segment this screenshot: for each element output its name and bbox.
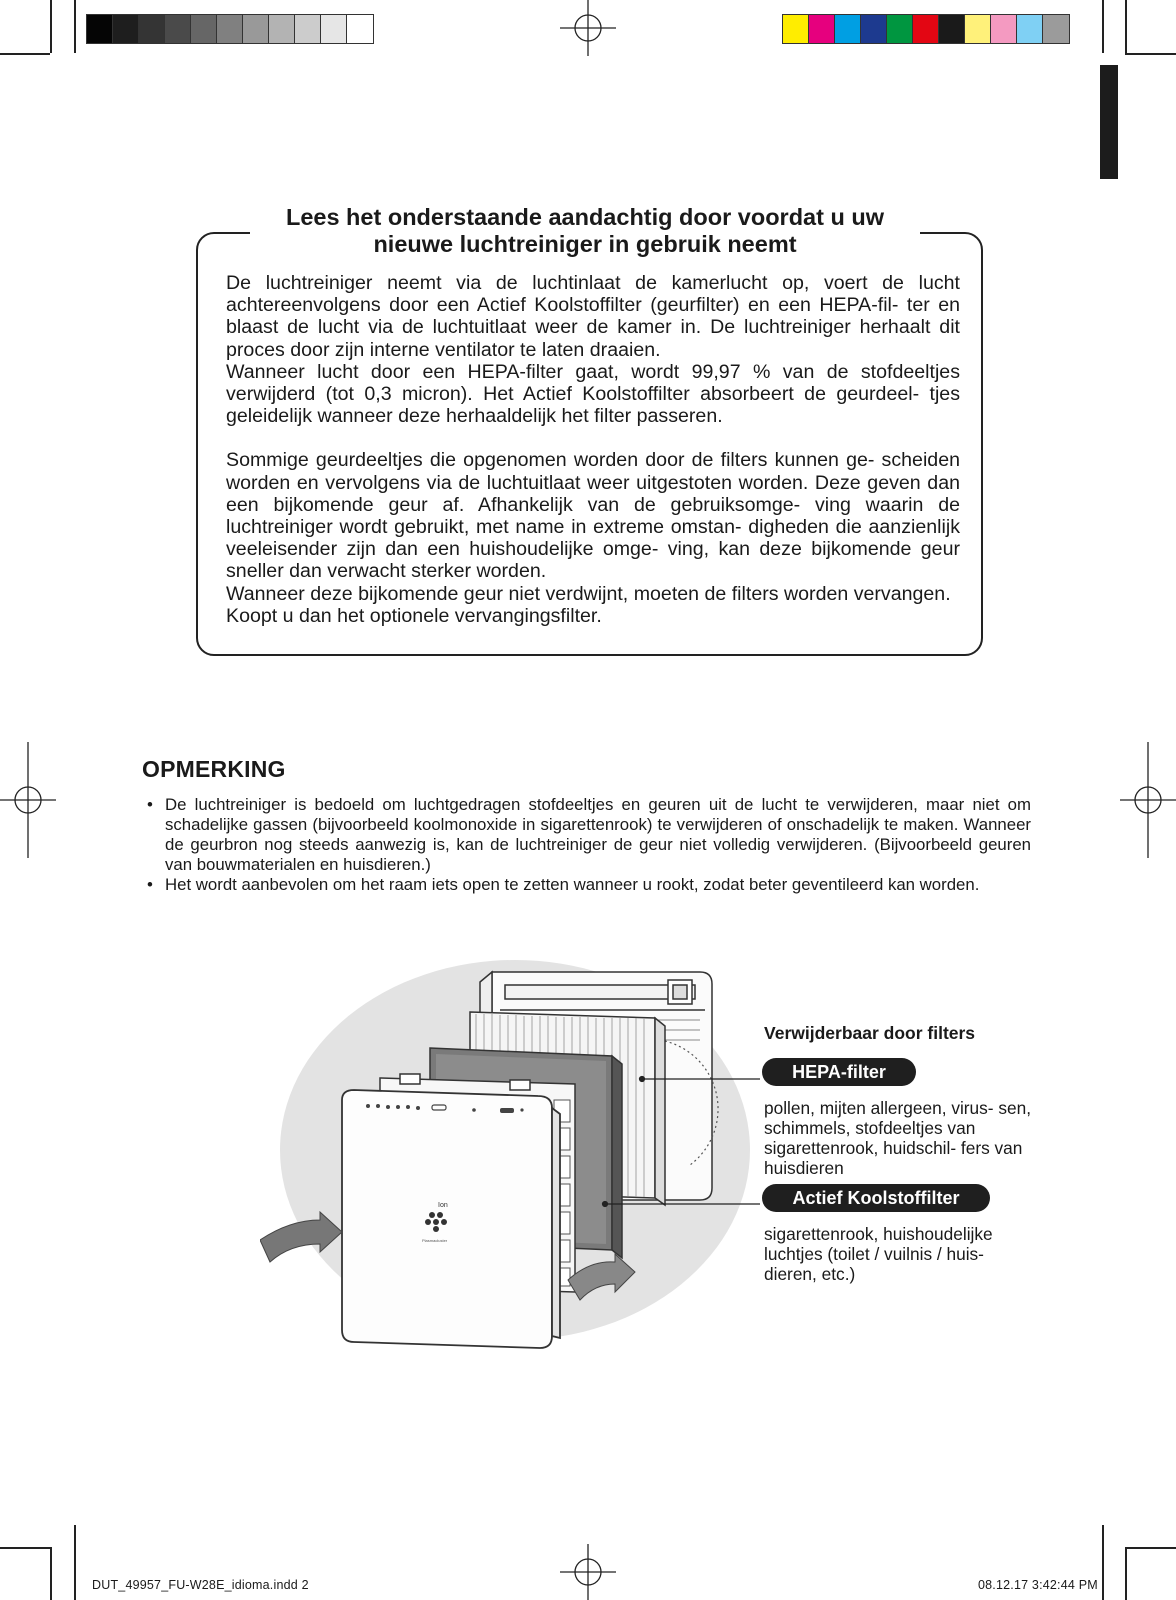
notice-paragraph: Koopt u dan het optionele vervangingsfilter. bbox=[226, 604, 602, 627]
color-swatch bbox=[1043, 15, 1069, 43]
carbon-filter-label: Actief Koolstoffilter bbox=[762, 1184, 990, 1212]
color-swatch bbox=[783, 15, 809, 43]
grayscale-swatch-bar bbox=[86, 14, 374, 44]
air-purifier-exploded-illustration bbox=[260, 950, 760, 1370]
color-swatch bbox=[217, 15, 243, 43]
color-swatch bbox=[269, 15, 295, 43]
color-swatch bbox=[887, 15, 913, 43]
color-swatch bbox=[139, 15, 165, 43]
remark-item-text: Het wordt aanbevolen om het raam iets open te zetten wanneer u rookt, zodat beter geventileerd kan worden. bbox=[165, 875, 980, 894]
notice-paragraph: De luchtreiniger neemt via de luchtinlaat de kamerlucht op, voert de lucht achtereenvolgens door een Actief Koolstoffilter (geurfilter) en een HEPA-fil- ter en blaast de lucht via de luchtuitlaat weer de kamer in. De luchtreiniger herhaalt dit proces door zijn interne ventilator te laten draaien. bbox=[226, 272, 960, 361]
notice-paragraph: Wanneer deze bijkomende geur niet verdwijnt, moeten de filters worden vervangen. bbox=[226, 582, 951, 605]
notice-title-line-2: nieuwe luchtreiniger in gebruik neemt bbox=[373, 231, 797, 257]
hepa-filter-description: pollen, mijten allergeen, virus- sen, schimmels, stofdeeltjes van sigarettenrook, huidschil- fers van huisdieren bbox=[764, 1098, 1032, 1178]
front-panel bbox=[342, 1090, 560, 1348]
notice-paragraph: Sommige geurdeeltjes die opgenomen worden door de filters kunnen ge- scheiden worden en vervolgens via de luchtuitlaat weer uitgestoten worden. Deze geven dan een bijkomende geur af. Afhankelijk van de gebruiksomge- ving waarin de luchtreiniger wordt gebruikt, met name in extreme omstan- digheden die aanzienlijk veeleisender zijn dan een huishoudelijke omge- ving, kan deze bijkomende geur sneller dan verwacht sterker worden. bbox=[226, 449, 960, 583]
color-swatch bbox=[165, 15, 191, 43]
color-swatch bbox=[809, 15, 835, 43]
color-swatch bbox=[913, 15, 939, 43]
color-swatch bbox=[939, 15, 965, 43]
remark-item bbox=[143, 795, 1031, 875]
remark-item bbox=[143, 875, 1031, 895]
notice-title-line-1: Lees het onderstaande aandachtig door voordat u uw bbox=[285, 204, 885, 230]
color-swatch-bar bbox=[782, 14, 1070, 44]
color-swatch bbox=[243, 15, 269, 43]
color-swatch bbox=[861, 15, 887, 43]
color-swatch bbox=[347, 15, 373, 43]
color-swatch bbox=[321, 15, 347, 43]
bullet-icon: • bbox=[147, 795, 153, 814]
notice-body bbox=[226, 272, 960, 627]
color-swatch bbox=[991, 15, 1017, 43]
color-swatch bbox=[835, 15, 861, 43]
color-swatch bbox=[965, 15, 991, 43]
bullet-icon: • bbox=[147, 875, 153, 894]
hepa-filter-label: HEPA-filter bbox=[762, 1058, 916, 1086]
color-swatch bbox=[191, 15, 217, 43]
color-swatch bbox=[1017, 15, 1043, 43]
remark-item-text: De luchtreiniger is bedoeld om luchtgedragen stofdeeltjes en geuren uit de lucht te verwijderen, maar niet om schadelijke gassen (bijvoorbeeld koolmonoxide in sigarettenrook) te verwijderen of onschadelijk te maken. Wanneer de geurbron nog steeds aanwezig is, kan de luchtreiniger de geur niet volledig verwijderen. (Bijvoorbeeld geuren van bouwmaterialen en huisdieren.) bbox=[165, 795, 1031, 874]
color-swatch bbox=[295, 15, 321, 43]
color-swatch bbox=[87, 15, 113, 43]
notice-paragraph: Wanneer lucht door een HEPA-filter gaat, wordt 99,97 % van de stofdeeltjes verwijderd (tot 0,3 micron). Het Actief Koolstoffilter absorbeert de geurdeel- tjes geleidelijk wanneer deze herhaaldelijk het filter passeren. bbox=[226, 360, 960, 428]
section-tab-marker bbox=[1100, 65, 1118, 179]
print-timestamp: 08.12.17 3:42:44 PM bbox=[978, 1578, 1098, 1592]
remark-list bbox=[143, 795, 1031, 895]
color-swatch bbox=[113, 15, 139, 43]
remark-heading: OPMERKING bbox=[142, 756, 286, 782]
notice-title bbox=[250, 204, 920, 258]
panel-logo-text: Ion bbox=[438, 1202, 448, 1209]
carbon-filter-description: sigarettenrook, huishoudelijke luchtjes (toilet / vuilnis / huis- dieren, etc.) bbox=[764, 1224, 993, 1284]
svg-text:Plasmacluster: Plasmacluster bbox=[422, 1238, 448, 1243]
filter-legend-title: Verwijderbaar door filters bbox=[764, 1023, 976, 1043]
file-info: DUT_49957_FU-W28E_idioma.indd 2 bbox=[92, 1578, 309, 1592]
